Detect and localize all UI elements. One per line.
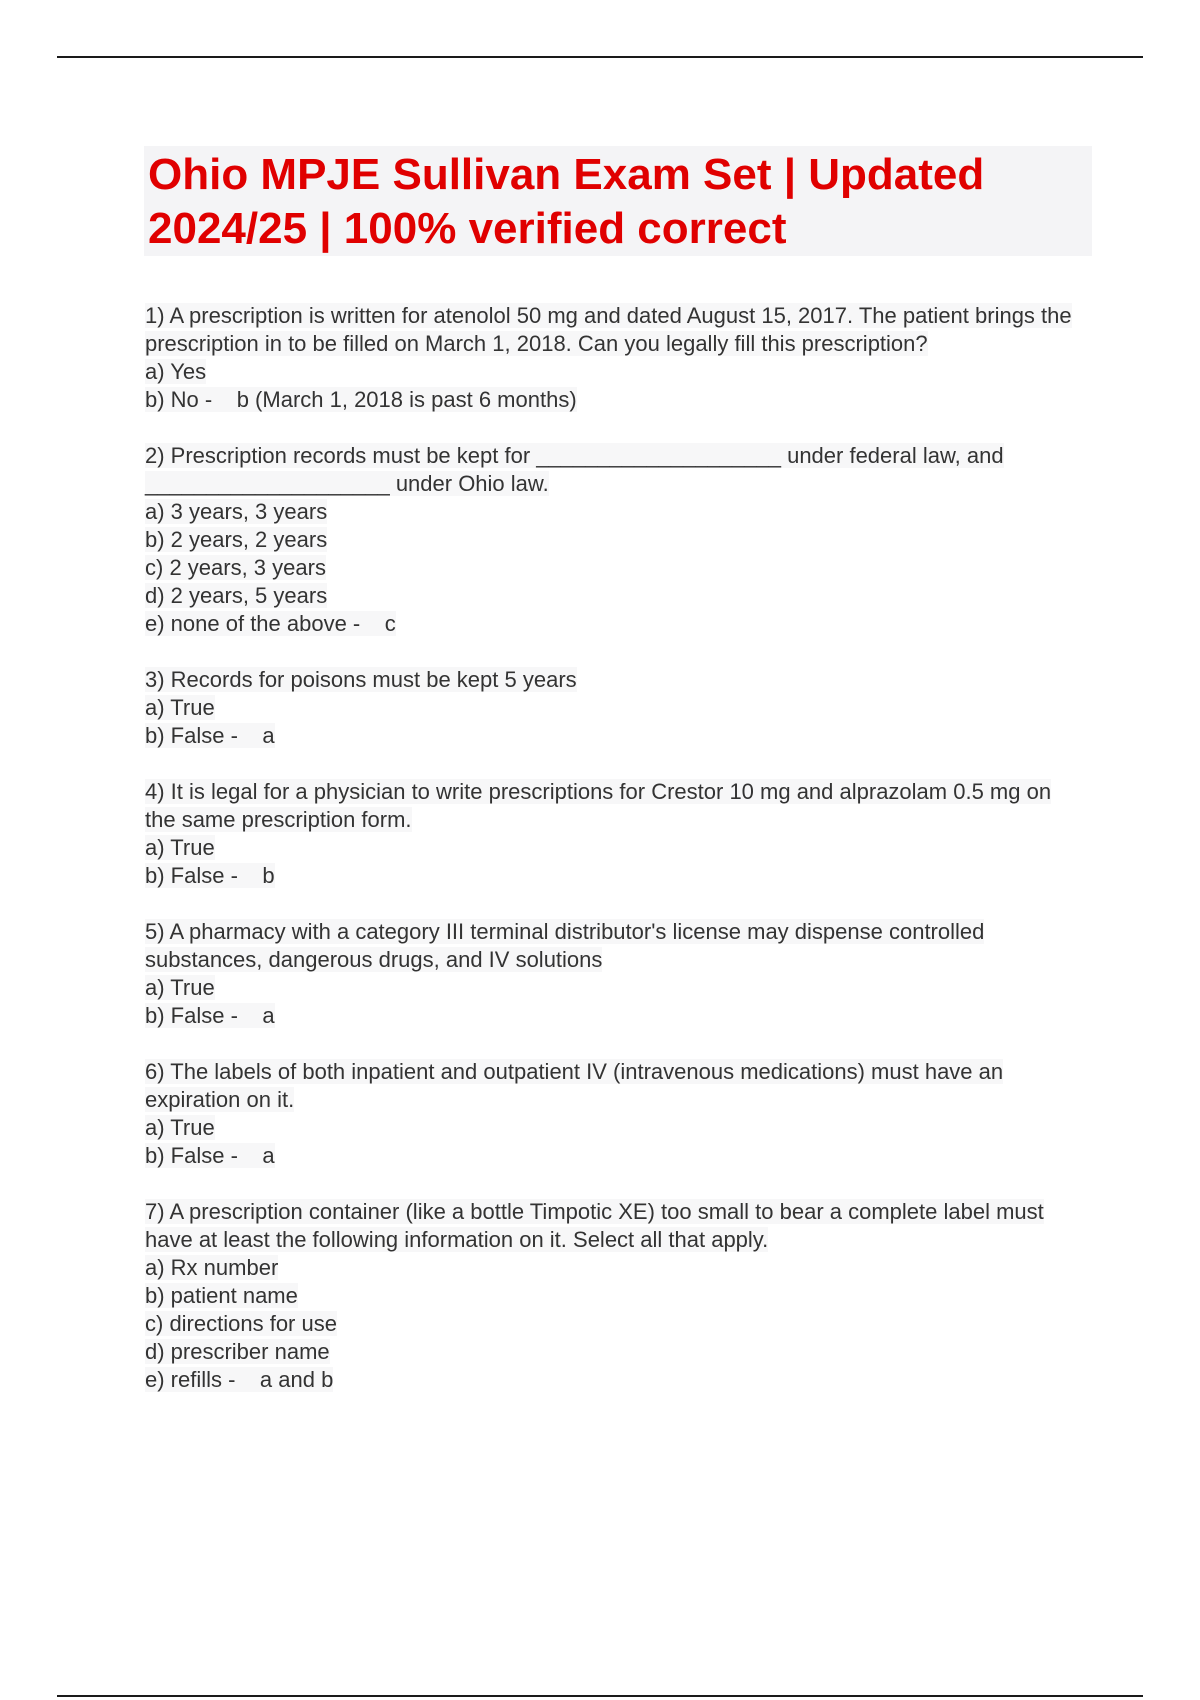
question-text: 3) Records for poisons must be kept 5 years: [145, 667, 577, 692]
question-5: [145, 918, 1085, 1030]
answer: a: [262, 1003, 275, 1028]
option-e-with-answer: [145, 610, 1085, 638]
option-a: a) True: [145, 975, 215, 1000]
question-text: 5) A pharmacy with a category III terminal distributor's license may dispense controlled substances, dangerous drugs, and IV solutions: [145, 919, 985, 972]
answer: a: [262, 1143, 275, 1168]
option-b-with-answer: [145, 386, 1085, 414]
option-b-with-answer: [145, 1142, 1085, 1170]
question-text: 4) It is legal for a physician to write prescriptions for Crestor 10 mg and alprazolam 0.5 mg on the same prescription form.: [145, 779, 1052, 832]
answer: a: [262, 723, 275, 748]
option-b-with-answer: [145, 722, 1085, 750]
question-7: [145, 1198, 1085, 1394]
question-list: [145, 302, 1085, 1394]
option-a: a) True: [145, 835, 215, 860]
option-d: d) prescriber name: [145, 1339, 330, 1364]
answer: b (March 1, 2018 is past 6 months): [236, 387, 577, 412]
document-title: Ohio MPJE Sullivan Exam Set | Updated 2024/25 | 100% verified correct: [148, 150, 985, 253]
question-text: 6) The labels of both inpatient and outpatient IV (intravenous medications) must have an expiration on it.: [145, 1059, 1004, 1112]
answer: b: [262, 863, 275, 888]
answer: a and b: [259, 1367, 334, 1392]
option-c: c) directions for use: [145, 1311, 337, 1336]
option-b: b) 2 years, 2 years: [145, 527, 328, 552]
option-e: e) refills -: [145, 1367, 236, 1392]
question-1: [145, 302, 1085, 414]
option-a: a) True: [145, 1115, 215, 1140]
option-a: a) Rx number: [145, 1255, 279, 1280]
question-6: [145, 1058, 1085, 1170]
answer: c: [384, 611, 396, 636]
bottom-rule: [57, 1695, 1143, 1697]
question-2: [145, 442, 1085, 638]
question-4: [145, 778, 1085, 890]
question-3: [145, 666, 1085, 750]
option-b-with-answer: [145, 862, 1085, 890]
option-b: b) False -: [145, 723, 238, 748]
option-d: d) 2 years, 5 years: [145, 583, 328, 608]
option-a: a) Yes: [145, 359, 207, 384]
question-text: 1) A prescription is written for atenolol 50 mg and dated August 15, 2017. The patient brings the prescription in to be filled on March 1, 2018. Can you legally fill this prescription?: [145, 303, 1072, 356]
question-text: 7) A prescription container (like a bottle Timpotic XE) too small to bear a complete label must have at least the following information on it. Select all that apply.: [145, 1199, 1044, 1252]
option-b: b) False -: [145, 1003, 238, 1028]
option-a: a) 3 years, 3 years: [145, 499, 328, 524]
option-a: a) True: [145, 695, 215, 720]
option-b: b) False -: [145, 863, 238, 888]
option-b-with-answer: [145, 1002, 1085, 1030]
option-c: c) 2 years, 3 years: [145, 555, 326, 580]
title-box: [144, 146, 1092, 256]
option-e: e) none of the above -: [145, 611, 361, 636]
question-text: 2) Prescription records must be kept for ____________________ under federal law, and ____________________ under Ohio law.: [145, 443, 1004, 496]
option-b: b) No -: [145, 387, 213, 412]
option-b: b) False -: [145, 1143, 238, 1168]
top-rule: [57, 56, 1143, 58]
option-e-with-answer: [145, 1366, 1085, 1394]
option-b: b) patient name: [145, 1283, 298, 1308]
